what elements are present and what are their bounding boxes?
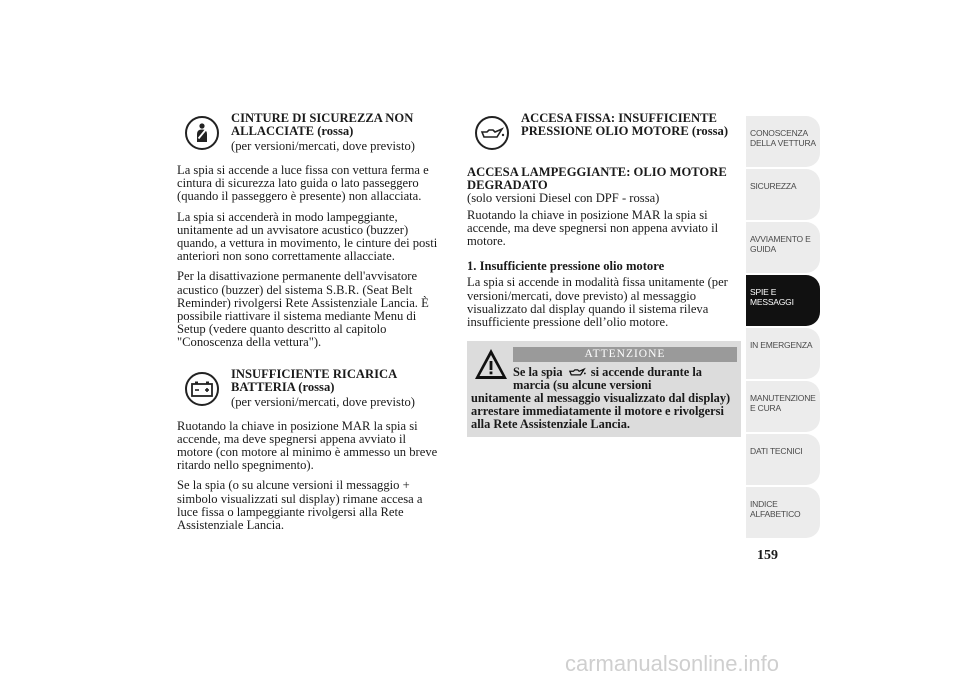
watermark: carmanualsonline.info xyxy=(565,651,780,676)
tab-spie-messaggi[interactable]: SPIE E MESSAGGI xyxy=(746,275,820,326)
oil-blinking-title: ACCESA LAMPEGGIANTE: OLIO MOTORE DEGRADATO xyxy=(467,165,727,193)
warning-header: ATTENZIONE xyxy=(513,347,737,362)
tab-sicurezza[interactable]: SICUREZZA xyxy=(746,169,820,220)
warning-text-a: Se la spia xyxy=(513,365,563,380)
battery-warning-icon xyxy=(185,372,219,406)
tab-emergenza[interactable]: IN EMERGENZA xyxy=(746,328,820,379)
warning-text-b: si accende durante la marcia (su alcune versioni xyxy=(513,365,702,393)
warning-triangle-icon xyxy=(473,347,509,381)
tab-indice[interactable]: INDICE ALFABETICO xyxy=(746,487,820,538)
page-number: 159 xyxy=(757,548,778,563)
warning-box xyxy=(467,341,741,437)
tab-dati-tecnici[interactable]: DATI TECNICI xyxy=(746,434,820,485)
oil-indicator-block xyxy=(467,112,735,158)
warning-text-c: unitamente al messaggio visualizzato dal display) arrestare immediatamente il motore e rivolgersi alla Rete Assistenziale Lancia. xyxy=(471,391,731,432)
oil-can-inline-icon xyxy=(566,367,588,377)
seatbelt-indicator-block xyxy=(177,112,439,156)
oil-section-heading: 1. Insufficiente pressione olio motore xyxy=(467,259,665,274)
oil-title: ACCESA FISSA: INSUFFICIENTE PRESSIONE OLIO MOTORE (rossa) xyxy=(521,111,729,139)
oil-blinking-block xyxy=(467,166,735,206)
seatbelt-paragraph-3: Per la disattivazione permanente dell'avvisatore acustico (buzzer) del sistema S.B.R. (Seat Belt Reminder) rivolgersi Rete Assistenziale Lancia. È possibile riattivare il sistema mediante Menu di Setup (vedere quanto descritto al capitolo "Conoscenza della vettura"). xyxy=(177,269,429,350)
right-column xyxy=(467,112,735,437)
warning-line-1 xyxy=(471,366,737,392)
battery-paragraph-1: Ruotando la chiave in posizione MAR la spia si accende, ma deve spegnersi appena avviato il motore (con motore al minimo è ammesso un breve ritardo nello spegnimento). xyxy=(177,418,438,473)
seatbelt-paragraph-2: La spia si accenderà in modo lampeggiante, unitamente ad un avvisatore acustico (buzzer) quando, a vettura in movimento, le cinture dei posti anteriori non sono correttamente allacciate. xyxy=(177,209,438,264)
left-column xyxy=(177,112,439,539)
battery-indicator-block xyxy=(177,368,439,412)
tab-conoscenza[interactable]: CONOSCENZA DELLA VETTURA xyxy=(746,116,820,167)
seatbelt-warning-icon xyxy=(185,116,219,150)
oil-paragraph-1: Ruotando la chiave in posizione MAR la spia si accende, ma deve spegnersi non appena avviato il motore. xyxy=(467,207,719,249)
chapter-tabs xyxy=(746,116,820,540)
battery-paragraph-2: Se la spia (o su alcune versioni il messaggio + simbolo visualizzati sul display) rimane accesa a luce fissa o lampeggiante rivolgersi alla Rete Assistenziale Lancia. xyxy=(177,478,423,533)
battery-subtitle: (per versioni/mercati, dove previsto) xyxy=(231,395,415,410)
oil-paragraph-2: La spia si accende in modalità fissa unitamente (per versioni/mercati, dove previsto) al messaggio visualizzato dal display quando il sistema rileva insufficiente pressione dell’olio motore. xyxy=(467,275,728,330)
seatbelt-title: CINTURE DI SICUREZZA NON ALLACCIATE (rossa) xyxy=(231,111,414,139)
tab-manutenzione[interactable]: MANUTENZIONE E CURA xyxy=(746,381,820,432)
seatbelt-paragraph-1: La spia si accende a luce fissa con vettura ferma e cintura di sicurezza lato guida o lato passeggero (quando il passeggero è presente) non allacciata. xyxy=(177,163,429,204)
oil-pressure-icon xyxy=(475,116,509,150)
oil-blinking-subtitle: (solo versioni Diesel con DPF - rossa) xyxy=(467,191,660,206)
battery-title: INSUFFICIENTE RICARICA BATTERIA (rossa) xyxy=(231,366,397,394)
tab-avviamento[interactable]: AVVIAMENTO E GUIDA xyxy=(746,222,820,273)
warning-text xyxy=(471,366,737,431)
seatbelt-subtitle: (per versioni/mercati, dove previsto) xyxy=(231,139,415,154)
